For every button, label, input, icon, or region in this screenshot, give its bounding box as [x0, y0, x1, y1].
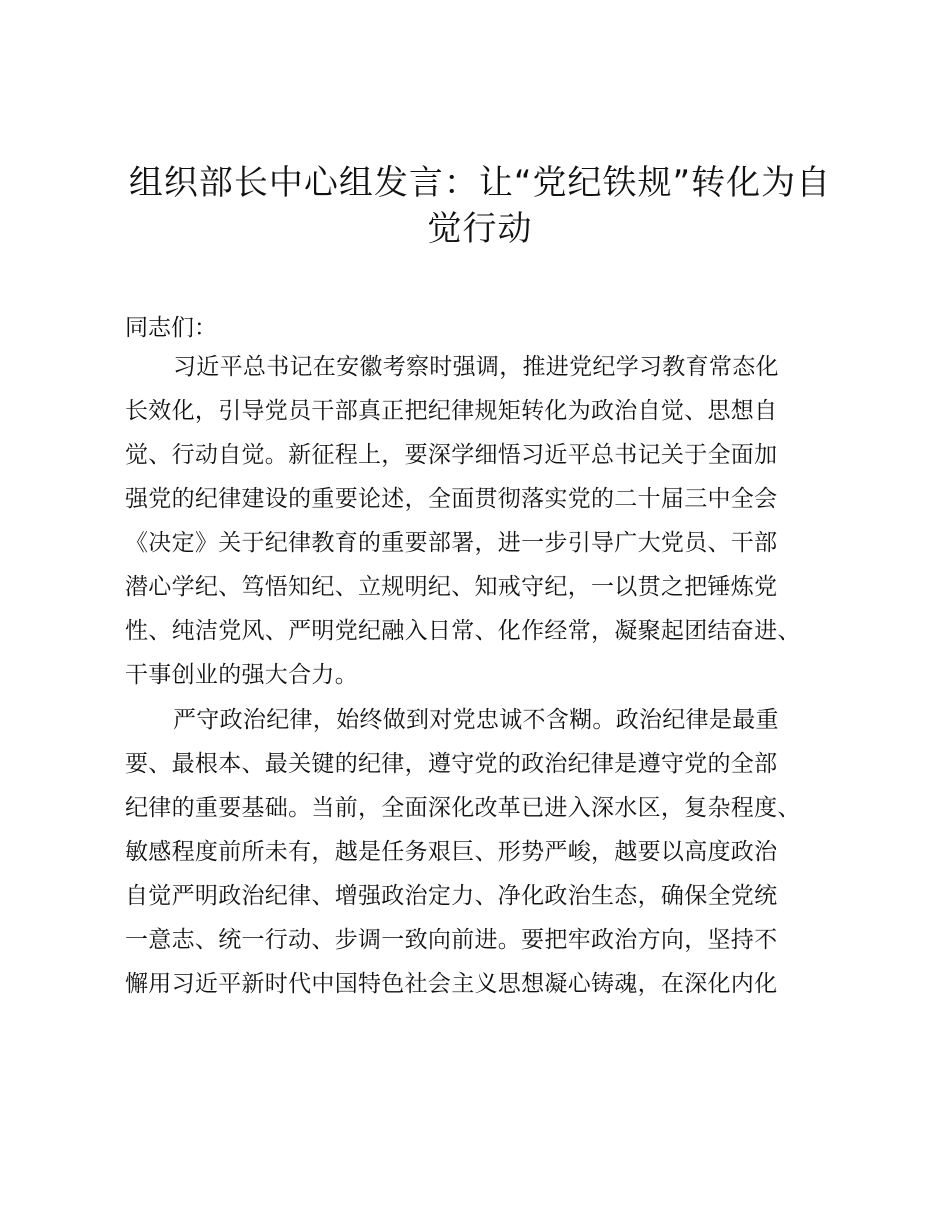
paragraph-line: 习近平总书记在安徽考察时强调，推进党纪学习教育常态化 — [173, 354, 779, 380]
paragraph-line: 要、最根本、最关键的纪律，遵守党的政治纪律是遵守党的全部 — [125, 751, 778, 777]
paragraph-line: 潜心学纪、笃悟知纪、立规明纪、知戒守纪，一以贯之把锤炼党 — [125, 574, 778, 600]
paragraph-line: 强党的纪律建设的重要论述，全面贯彻落实党的二十届三中全会 — [125, 486, 778, 512]
document-title — [110, 160, 850, 252]
paragraph-line: 纪律的重要基础。当前，全面深化改革已进入深水区，复杂程度、 — [125, 795, 801, 821]
paragraph-line: 《决定》关于纪律教育的重要部署，进一步引导广大党员、干部 — [125, 530, 778, 556]
title-line-1: 组织部长中心组发言：让“党纪铁规”转化为自 — [128, 163, 832, 203]
greeting: 同志们： — [125, 315, 217, 341]
paragraph-line: 长效化，引导党员干部真正把纪律规矩转化为政治自觉、思想自 — [125, 398, 778, 424]
paragraph-line: 觉、行动自觉。新征程上，要深学细悟习近平总书记关于全面加 — [125, 442, 778, 468]
paragraph-line: 自觉严明政治纪律、增强政治定力、净化政治生态，确保全党统 — [125, 883, 778, 909]
paragraph-line: 性、纯洁党风、严明党纪融入日常、化作经常，凝聚起团结奋进、 — [125, 618, 801, 644]
title-line-2: 觉行动 — [427, 209, 533, 249]
paragraph-line: 干事创业的强大合力。 — [125, 662, 358, 688]
paragraph-line: 懈用习近平新时代中国特色社会主义思想凝心铸魂，在深化内化 — [125, 971, 778, 997]
paragraph-line: 敏感程度前所未有，越是任务艰巨、形势严峻，越要以高度政治 — [125, 839, 778, 865]
paragraph-line: 一意志、统一行动、步调一致向前进。要把牢政治方向，坚持不 — [125, 927, 778, 953]
paragraph-line: 严守政治纪律，始终做到对党忠诚不含糊。政治纪律是最重 — [173, 707, 779, 733]
